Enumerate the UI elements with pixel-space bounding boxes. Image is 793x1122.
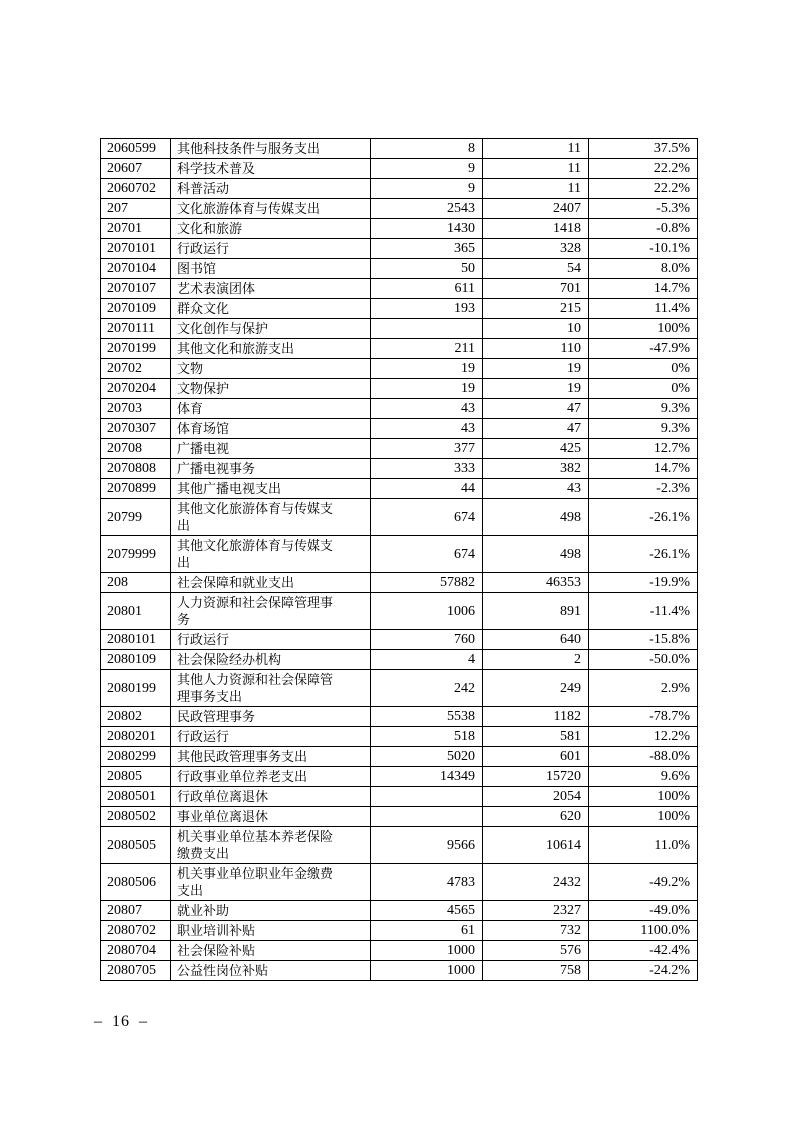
row-code: 2070107 [101, 279, 171, 299]
row-change-percent: -19.9% [589, 573, 698, 593]
row-code: 2060599 [101, 139, 171, 159]
row-subject-name: 行政事业单位养老支出 [171, 767, 371, 787]
row-subject-name: 其他广播电视支出 [171, 479, 371, 499]
row-value-budget: 4 [371, 650, 483, 670]
row-change-percent: 0% [589, 379, 698, 399]
row-value-budget: 193 [371, 299, 483, 319]
row-value-budget: 4783 [371, 864, 483, 901]
row-code: 2080199 [101, 670, 171, 707]
row-change-percent: 100% [589, 319, 698, 339]
row-subject-name: 文化创作与保护 [171, 319, 371, 339]
row-code: 20702 [101, 359, 171, 379]
row-value-budget: 9 [371, 179, 483, 199]
row-value-actual: 601 [483, 747, 589, 767]
table-row [101, 499, 698, 536]
row-change-percent: -50.0% [589, 650, 698, 670]
row-code: 2070104 [101, 259, 171, 279]
row-change-percent: -47.9% [589, 339, 698, 359]
row-code: 20807 [101, 901, 171, 921]
row-value-actual: 11 [483, 179, 589, 199]
row-value-actual: 19 [483, 379, 589, 399]
row-code: 20607 [101, 159, 171, 179]
row-value-actual: 576 [483, 941, 589, 961]
row-change-percent: -78.7% [589, 707, 698, 727]
row-change-percent: -24.2% [589, 961, 698, 981]
table-row [101, 479, 698, 499]
row-value-actual: 215 [483, 299, 589, 319]
table-row [101, 279, 698, 299]
row-code: 2080109 [101, 650, 171, 670]
row-value-actual: 15720 [483, 767, 589, 787]
row-subject-name: 社会保险补贴 [171, 941, 371, 961]
row-code: 2070109 [101, 299, 171, 319]
page-number: – 16 – [94, 1013, 148, 1030]
table-row [101, 159, 698, 179]
row-value-budget: 1006 [371, 593, 483, 630]
table-row [101, 650, 698, 670]
row-value-budget: 1000 [371, 941, 483, 961]
row-code: 2080505 [101, 827, 171, 864]
row-code: 20799 [101, 499, 171, 536]
row-change-percent: 100% [589, 807, 698, 827]
row-subject-name: 社会保障和就业支出 [171, 573, 371, 593]
row-value-actual: 1182 [483, 707, 589, 727]
row-value-budget [371, 807, 483, 827]
row-value-budget [371, 319, 483, 339]
row-change-percent: 37.5% [589, 139, 698, 159]
row-code: 20802 [101, 707, 171, 727]
row-value-actual: 382 [483, 459, 589, 479]
row-subject-name: 民政管理事务 [171, 707, 371, 727]
row-value-actual: 891 [483, 593, 589, 630]
row-change-percent: -15.8% [589, 630, 698, 650]
row-subject-name: 行政单位离退休 [171, 787, 371, 807]
table-row [101, 593, 698, 630]
row-value-actual: 10 [483, 319, 589, 339]
row-change-percent: -5.3% [589, 199, 698, 219]
row-code: 2080702 [101, 921, 171, 941]
row-code: 2060702 [101, 179, 171, 199]
table-row [101, 439, 698, 459]
row-change-percent: 12.2% [589, 727, 698, 747]
row-code: 2070307 [101, 419, 171, 439]
table-row [101, 941, 698, 961]
row-change-percent: -49.0% [589, 901, 698, 921]
row-change-percent: -49.2% [589, 864, 698, 901]
row-value-budget: 8 [371, 139, 483, 159]
row-subject-name: 广播电视 [171, 439, 371, 459]
table-row [101, 259, 698, 279]
row-code: 2070808 [101, 459, 171, 479]
row-code: 20708 [101, 439, 171, 459]
row-subject-name: 文物 [171, 359, 371, 379]
table-row [101, 536, 698, 573]
row-subject-name: 文物保护 [171, 379, 371, 399]
budget-table-container [100, 138, 697, 981]
row-code: 2070111 [101, 319, 171, 339]
row-value-actual: 328 [483, 239, 589, 259]
table-row [101, 807, 698, 827]
row-value-actual: 620 [483, 807, 589, 827]
row-subject-name: 职业培训补贴 [171, 921, 371, 941]
row-code: 2079999 [101, 536, 171, 573]
row-subject-name: 机关事业单位职业年金缴费支出 [171, 864, 371, 901]
row-change-percent: 9.3% [589, 419, 698, 439]
table-row [101, 199, 698, 219]
row-value-actual: 249 [483, 670, 589, 707]
row-value-budget: 50 [371, 259, 483, 279]
row-change-percent: -2.3% [589, 479, 698, 499]
row-subject-name: 其他民政管理事务支出 [171, 747, 371, 767]
row-value-budget: 611 [371, 279, 483, 299]
row-change-percent: 9.3% [589, 399, 698, 419]
row-value-budget: 19 [371, 359, 483, 379]
row-subject-name: 图书馆 [171, 259, 371, 279]
table-row [101, 419, 698, 439]
row-value-budget: 211 [371, 339, 483, 359]
table-row [101, 787, 698, 807]
row-value-actual: 2 [483, 650, 589, 670]
row-code: 2070204 [101, 379, 171, 399]
row-value-actual: 19 [483, 359, 589, 379]
table-row [101, 139, 698, 159]
row-value-actual: 46353 [483, 573, 589, 593]
row-value-budget: 9 [371, 159, 483, 179]
row-subject-name: 文化旅游体育与传媒支出 [171, 199, 371, 219]
row-subject-name: 行政运行 [171, 630, 371, 650]
budget-table [100, 138, 698, 981]
row-subject-name: 科普活动 [171, 179, 371, 199]
row-change-percent: -88.0% [589, 747, 698, 767]
table-row [101, 864, 698, 901]
row-subject-name: 广播电视事务 [171, 459, 371, 479]
table-row [101, 359, 698, 379]
row-value-budget: 5020 [371, 747, 483, 767]
row-value-budget: 19 [371, 379, 483, 399]
row-change-percent: 0% [589, 359, 698, 379]
row-change-percent: 2.9% [589, 670, 698, 707]
row-value-actual: 701 [483, 279, 589, 299]
row-subject-name: 体育 [171, 399, 371, 419]
table-row [101, 299, 698, 319]
row-code: 2080704 [101, 941, 171, 961]
row-code: 208 [101, 573, 171, 593]
row-subject-name: 公益性岗位补贴 [171, 961, 371, 981]
row-code: 2080101 [101, 630, 171, 650]
row-change-percent: 1100.0% [589, 921, 698, 941]
table-row [101, 379, 698, 399]
row-subject-name: 行政运行 [171, 727, 371, 747]
row-subject-name: 其他文化旅游体育与传媒支出 [171, 536, 371, 573]
row-value-budget: 2543 [371, 199, 483, 219]
row-value-budget: 4565 [371, 901, 483, 921]
row-value-budget: 365 [371, 239, 483, 259]
table-row [101, 727, 698, 747]
table-row [101, 827, 698, 864]
table-row [101, 179, 698, 199]
row-value-budget: 14349 [371, 767, 483, 787]
row-change-percent: -11.4% [589, 593, 698, 630]
row-code: 20703 [101, 399, 171, 419]
row-value-actual: 47 [483, 399, 589, 419]
row-value-budget: 1430 [371, 219, 483, 239]
row-code: 207 [101, 199, 171, 219]
row-change-percent: -26.1% [589, 499, 698, 536]
row-value-actual: 2407 [483, 199, 589, 219]
row-subject-name: 人力资源和社会保障管理事务 [171, 593, 371, 630]
row-value-actual: 10614 [483, 827, 589, 864]
table-row [101, 961, 698, 981]
table-row [101, 239, 698, 259]
table-row [101, 901, 698, 921]
row-subject-name: 文化和旅游 [171, 219, 371, 239]
row-value-budget: 242 [371, 670, 483, 707]
row-value-actual: 425 [483, 439, 589, 459]
row-value-budget: 43 [371, 419, 483, 439]
row-subject-name: 社会保险经办机构 [171, 650, 371, 670]
row-value-budget: 61 [371, 921, 483, 941]
row-value-actual: 47 [483, 419, 589, 439]
row-value-actual: 2327 [483, 901, 589, 921]
row-subject-name: 体育场馆 [171, 419, 371, 439]
row-change-percent: 14.7% [589, 279, 698, 299]
row-code: 2080501 [101, 787, 171, 807]
row-change-percent: 100% [589, 787, 698, 807]
row-subject-name: 其他人力资源和社会保障管理事务支出 [171, 670, 371, 707]
row-change-percent: 8.0% [589, 259, 698, 279]
row-value-actual: 54 [483, 259, 589, 279]
row-value-budget: 674 [371, 536, 483, 573]
row-code: 2080502 [101, 807, 171, 827]
row-change-percent: 11.4% [589, 299, 698, 319]
row-code: 2070199 [101, 339, 171, 359]
row-subject-name: 其他科技条件与服务支出 [171, 139, 371, 159]
row-subject-name: 群众文化 [171, 299, 371, 319]
row-change-percent: -26.1% [589, 536, 698, 573]
table-row [101, 573, 698, 593]
row-value-actual: 43 [483, 479, 589, 499]
table-row [101, 921, 698, 941]
table-row [101, 767, 698, 787]
row-change-percent: 11.0% [589, 827, 698, 864]
table-row [101, 399, 698, 419]
row-value-budget: 518 [371, 727, 483, 747]
row-value-actual: 498 [483, 499, 589, 536]
row-value-actual: 732 [483, 921, 589, 941]
row-code: 2080705 [101, 961, 171, 981]
row-subject-name: 其他文化旅游体育与传媒支出 [171, 499, 371, 536]
row-value-actual: 11 [483, 159, 589, 179]
row-value-budget: 377 [371, 439, 483, 459]
row-code: 20801 [101, 593, 171, 630]
row-change-percent: 12.7% [589, 439, 698, 459]
row-value-budget: 674 [371, 499, 483, 536]
table-row [101, 219, 698, 239]
table-row [101, 707, 698, 727]
table-row [101, 339, 698, 359]
row-value-actual: 1418 [483, 219, 589, 239]
row-value-budget [371, 787, 483, 807]
row-value-budget: 1000 [371, 961, 483, 981]
row-change-percent: 22.2% [589, 159, 698, 179]
row-value-actual: 640 [483, 630, 589, 650]
row-value-actual: 758 [483, 961, 589, 981]
row-change-percent: -10.1% [589, 239, 698, 259]
table-row [101, 459, 698, 479]
row-change-percent: 9.6% [589, 767, 698, 787]
row-value-budget: 9566 [371, 827, 483, 864]
row-value-actual: 498 [483, 536, 589, 573]
row-value-actual: 2432 [483, 864, 589, 901]
row-code: 2070899 [101, 479, 171, 499]
row-value-actual: 2054 [483, 787, 589, 807]
row-value-actual: 581 [483, 727, 589, 747]
row-change-percent: 22.2% [589, 179, 698, 199]
row-subject-name: 其他文化和旅游支出 [171, 339, 371, 359]
row-value-budget: 333 [371, 459, 483, 479]
row-value-budget: 5538 [371, 707, 483, 727]
row-code: 2080506 [101, 864, 171, 901]
row-value-budget: 57882 [371, 573, 483, 593]
table-row [101, 630, 698, 650]
table-row [101, 670, 698, 707]
row-value-budget: 44 [371, 479, 483, 499]
row-code: 2080299 [101, 747, 171, 767]
row-subject-name: 事业单位离退休 [171, 807, 371, 827]
row-subject-name: 行政运行 [171, 239, 371, 259]
row-subject-name: 就业补助 [171, 901, 371, 921]
row-code: 2080201 [101, 727, 171, 747]
row-code: 2070101 [101, 239, 171, 259]
row-subject-name: 科学技术普及 [171, 159, 371, 179]
table-row [101, 747, 698, 767]
row-value-actual: 110 [483, 339, 589, 359]
row-change-percent: -0.8% [589, 219, 698, 239]
row-subject-name: 艺术表演团体 [171, 279, 371, 299]
row-change-percent: 14.7% [589, 459, 698, 479]
row-value-budget: 760 [371, 630, 483, 650]
row-value-actual: 11 [483, 139, 589, 159]
row-change-percent: -42.4% [589, 941, 698, 961]
row-code: 20701 [101, 219, 171, 239]
table-row [101, 319, 698, 339]
row-code: 20805 [101, 767, 171, 787]
row-value-budget: 43 [371, 399, 483, 419]
row-subject-name: 机关事业单位基本养老保险缴费支出 [171, 827, 371, 864]
